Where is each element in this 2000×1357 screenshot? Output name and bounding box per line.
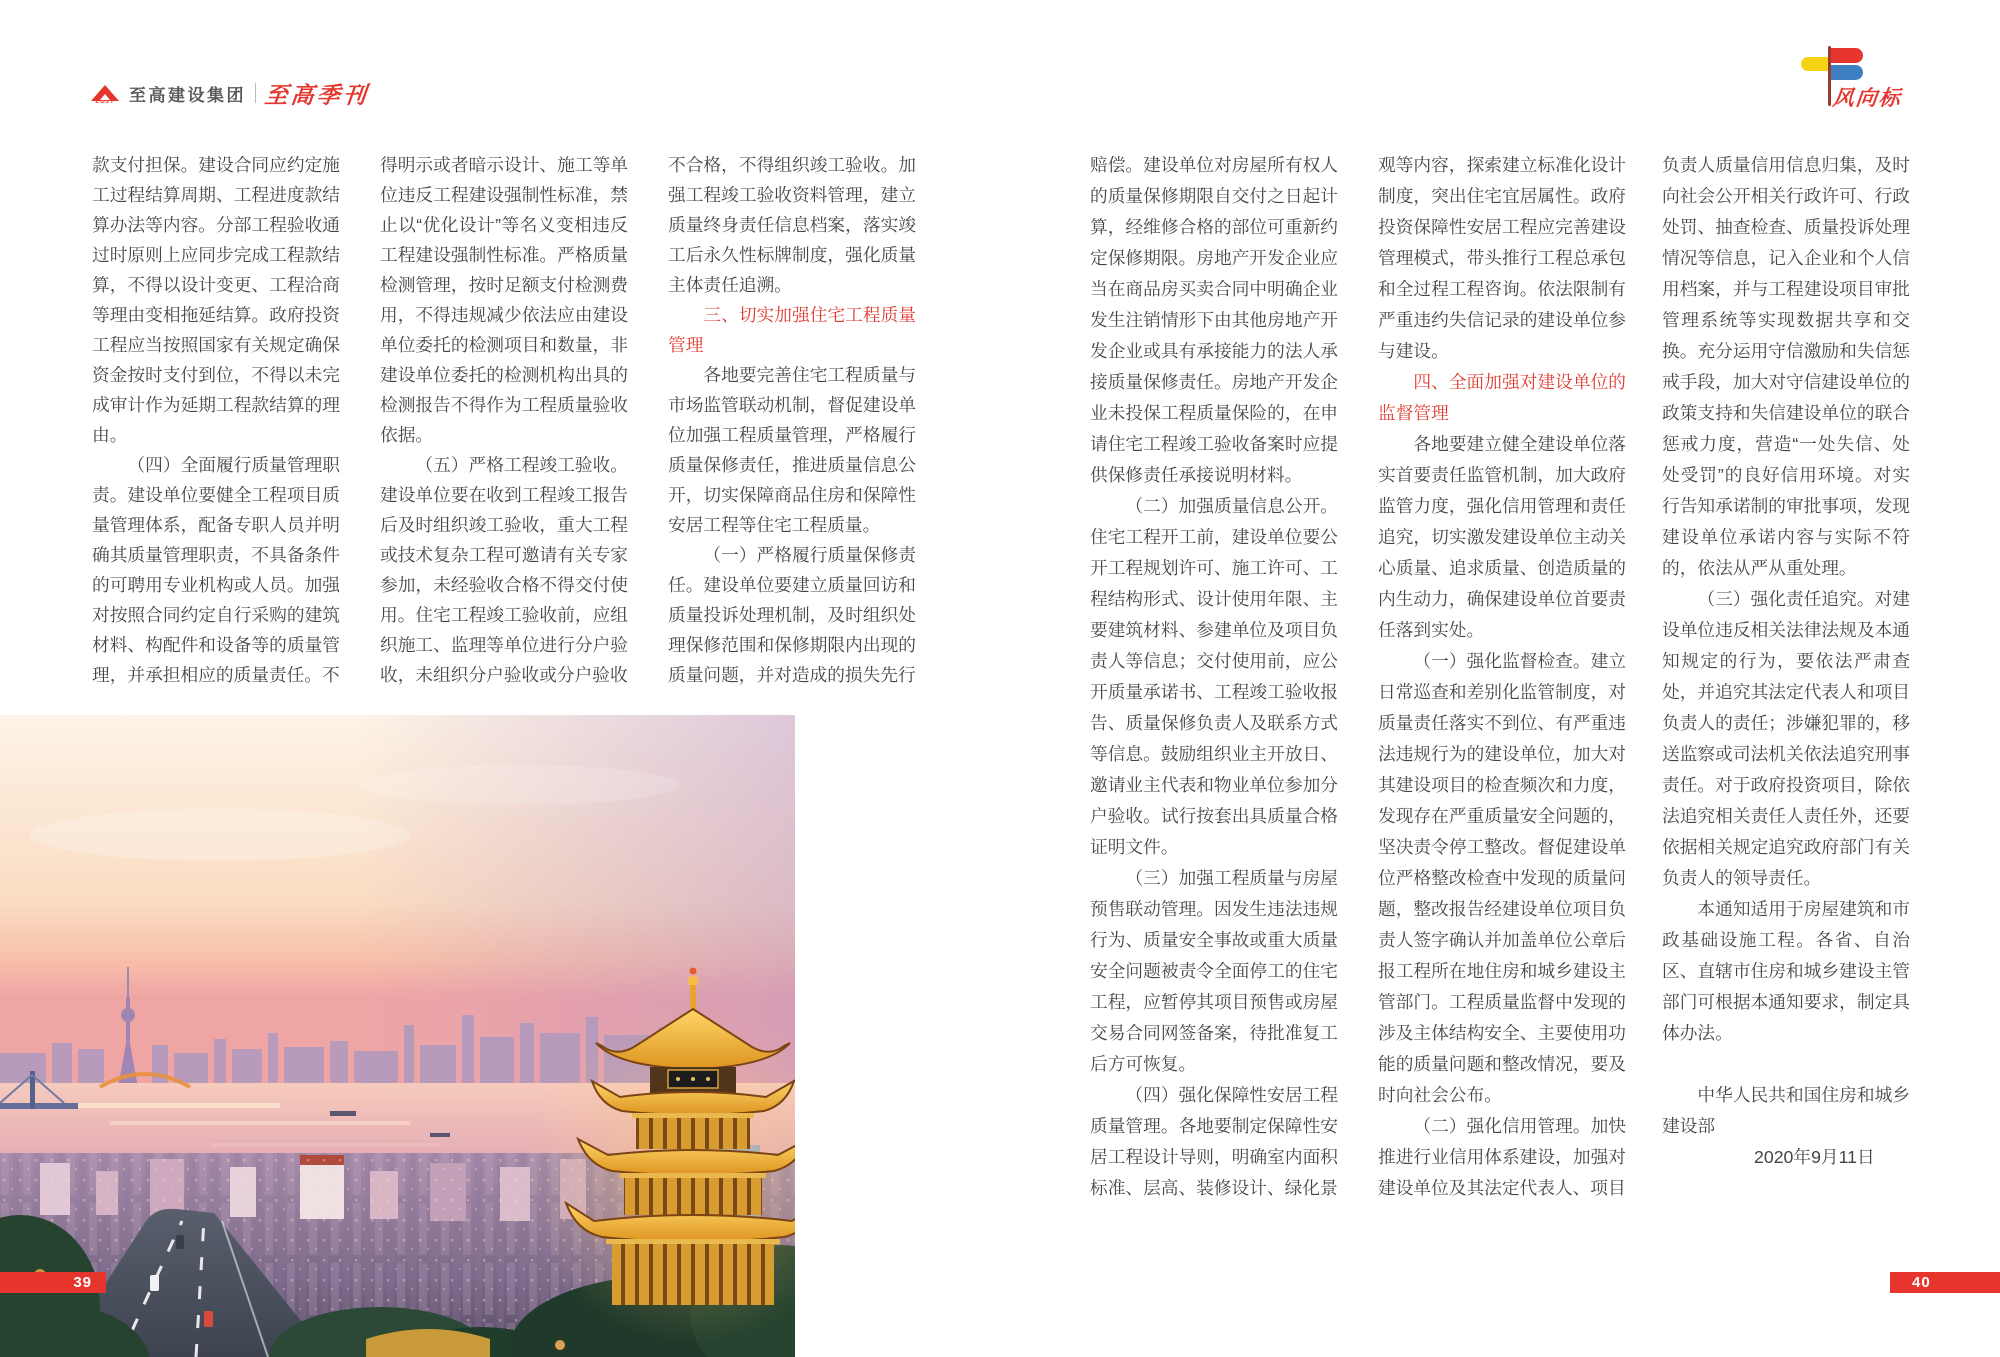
article-paragraph: （二）强化信用管理。加快推进行业信用体系建设，加强对建设单位及其法定代表人、项目 [1378, 1116, 1626, 1198]
article-paragraph: （三）强化责任追究。对建设单位违反相关法律法规及本通知规定的行为，要依法严肃查处，并追究其法定代表人和项目负责人的责任；涉嫌犯罪的，移送监察或司法机关依法追究刑事责任。对于政府投资项目，除依法追究相关责任人责任外，还要依据相关规定追究政府部门有关负责人的领导责任。 [1662, 589, 1910, 888]
yellow-crane-tower-photo [0, 715, 795, 1357]
article-column-3 [668, 150, 916, 690]
blue-flag-icon [1831, 65, 1863, 80]
section-title-script: 风向标 [1831, 87, 1904, 110]
magazine-title-script: 至高季刊 [263, 81, 371, 108]
page-number-right: 40 [1890, 1272, 2000, 1293]
article-paragraph: 2020年9月11日 [1754, 1147, 1875, 1167]
dusk-cityscape-illustration [0, 715, 795, 1357]
article-paragraph: （二）加强质量信息公开。住宅工程开工前，建设单位要公开工程规划许可、施工许可、工程结构形式、设计使用年限、主要建筑材料、参建单位及项目负责人等信息；交付使用前，应公开质量承诺书、工程竣工验收报告、质量保修负责人及联系方式等信息。鼓励组织业主开放日、邀请业主代表和物业单位参加分户验收。试行按套出具质量合格证明文件。 [1090, 496, 1338, 857]
company-name: 至高建设集团 [129, 85, 246, 105]
article-paragraph: 不合格，不得组织竣工验收。加强工程竣工验收资料管理，建立质量终身责任信息档案，落实竣工后永久性标牌制度，强化质量主体责任追溯。 [668, 155, 916, 295]
article-column-5 [1378, 150, 1626, 1204]
magazine-brand-header [90, 78, 369, 108]
page-number-left: 39 [0, 1272, 106, 1293]
article-paragraph: （一）严格履行质量保修责任。建设单位要建立质量回访和质量投诉处理机制，及时组织处理保修范围和保修期限内出现的质量问题，并对造成的损失先行 [668, 545, 916, 685]
article-paragraph: （一）强化监督检查。建立日常巡查和差别化监管制度，对质量责任落实不到位、有严重违法违规行为的建设单位，加大对其建设项目的检查频次和力度，发现存在严重质量安全问题的，坚决责令停工整改。督促建设单位严格整改检查中发现的质量问题，整改报告经建设单位项目负责人签字确认并加盖单位公章后报工程所在地住房和城乡建设主管部门。工程质量监督中发现的涉及主体结构安全、主要使用功能的质量问题和整改情况，要及时向社会公布。 [1378, 651, 1626, 1105]
car [150, 1275, 159, 1291]
article-paragraph: 款支付担保。建设合同应约定施工过程结算周期、工程进度款结算办法等内容。分部工程验收通过时原则上应同步完成工程款结算，不得以设计变更、工程洽商等理由变相拖延结算。政府投资工程应当按照国家有关规定确保资金按时支付到位，不得以未完成审计作为延期工程款结算的理由。 [92, 155, 340, 445]
boat [330, 1111, 356, 1116]
article-paragraph: （五）严格工程竣工验收。建设单位要在收到工程竣工报告后及时组织竣工验收，重大工程或技术复杂工程可邀请有关专家参加，未经验收合格不得交付使用。住宅工程竣工验收前，应组织施工、监理等单位进行分户验收，未组织分户验收或分户验收 [380, 455, 628, 685]
header-divider [255, 83, 256, 103]
article-paragraph: 负责人质量信用信息归集，及时向社会公开相关行政许可、行政处罚、抽查检查、质量投诉处理情况等信息，记入企业和个人信用档案，并与工程建设项目审批管理系统等实现数据共享和交换。充分运用守信激励和失信惩戒手段，加大对守信建设单位的政策支持和失信建设单位的联合惩戒力度，营造“一处失信、处处受罚”的良好信用环境。对实行告知承诺制的审批事项，发现建设单位承诺内容与实际不符的，依法从严从重处理。 [1662, 155, 1910, 578]
article-paragraph: （四）强化保障性安居工程质量管理。各地要制定保障性安居工程设计导则，明确室内面积标准、层高、装修设计、绿化景 [1090, 1085, 1338, 1198]
company-logo-icon: ZGJT [90, 85, 120, 102]
article-paragraph: 观等内容，探索建立标准化设计制度，突出住宅宜居属性。政府投资保障性安居工程应完善建设管理模式，带头推行工程总承包和全过程工程咨询。依法限制有严重违约失信记录的建设单位参与建设。 [1378, 155, 1626, 361]
section-header [1799, 44, 1969, 110]
red-flag-icon [1831, 48, 1863, 63]
article-paragraph: 赔偿。建设单位对房屋所有权人的质量保修期限自交付之日起计算，经维修合格的部位可重新约定保修期限。房地产开发企业应当在商品房买卖合同中明确企业发生注销情形下由其他房地产开发企业或具有承接能力的法人承接质量保修责任。房地产开发企业未投保工程质量保险的，在申请住宅工程竣工验收备案时应提供保修责任承接说明材料。 [1090, 155, 1338, 485]
article-column-4 [1090, 150, 1338, 1204]
article-column-1 [92, 150, 340, 690]
article-column-2 [380, 150, 628, 690]
article-paragraph: 得明示或者暗示设计、施工等单位违反工程建设强制性标准，禁止以“优化设计”等名义变相违反工程建设强制性标准。严格质量检测管理，按时足额支付检测费用，不得违规减少依法应由建设单位委托的检测项目和数量，非建设单位委托的检测机构出具的检测报告不得作为工程质量验收依据。 [380, 155, 628, 445]
article-paragraph: （四）全面履行质量管理职责。建设单位要健全工程项目质量管理体系，配备专职人员并明确其质量管理职责，不具备条件的可聘用专业机构或人员。加强对按照合同约定自行采购的建筑材料、构配件和设备等的质量管理，并承担相应的质量责任。不 [92, 455, 340, 685]
article-paragraph: （三）加强工程质量与房屋预售联动管理。因发生违法违规行为、质量安全事故或重大质量安全问题被责令全面停工的住宅工程，应暂停其项目预售或房屋交易合同网签备案，待批准复工后方可恢复。 [1090, 868, 1338, 1074]
section-heading: 四、全面加强对建设单位的监督管理 [1378, 372, 1626, 423]
section-heading: 三、切实加强住宅工程质量管理 [668, 305, 916, 355]
article-paragraph: 本通知适用于房屋建筑和市政基础设施工程。各省、自治区、直辖市住房和城乡建设主管部门可根据本通知要求，制定具体办法。 [1662, 899, 1910, 1043]
yellow-flag-icon [1801, 57, 1828, 71]
article-column-6 [1662, 150, 1910, 1173]
article-paragraph: 中华人民共和国住房和城乡建设部 [1662, 1085, 1910, 1136]
article-paragraph: 各地要建立健全建设单位落实首要责任监管机制，加大政府监管力度，强化信用管理和责任追究，切实激发建设单位主动关心质量、追求质量、创造质量的内生动力，确保建设单位首要责任落到实处。 [1378, 434, 1626, 640]
article-paragraph: 各地要完善住宅工程质量与市场监管联动机制，督促建设单位加强工程质量管理，严格履行质量保修责任，推进质量信息公开，切实保障商品住房和保障性安居工程等住宅工程质量。 [668, 365, 916, 535]
